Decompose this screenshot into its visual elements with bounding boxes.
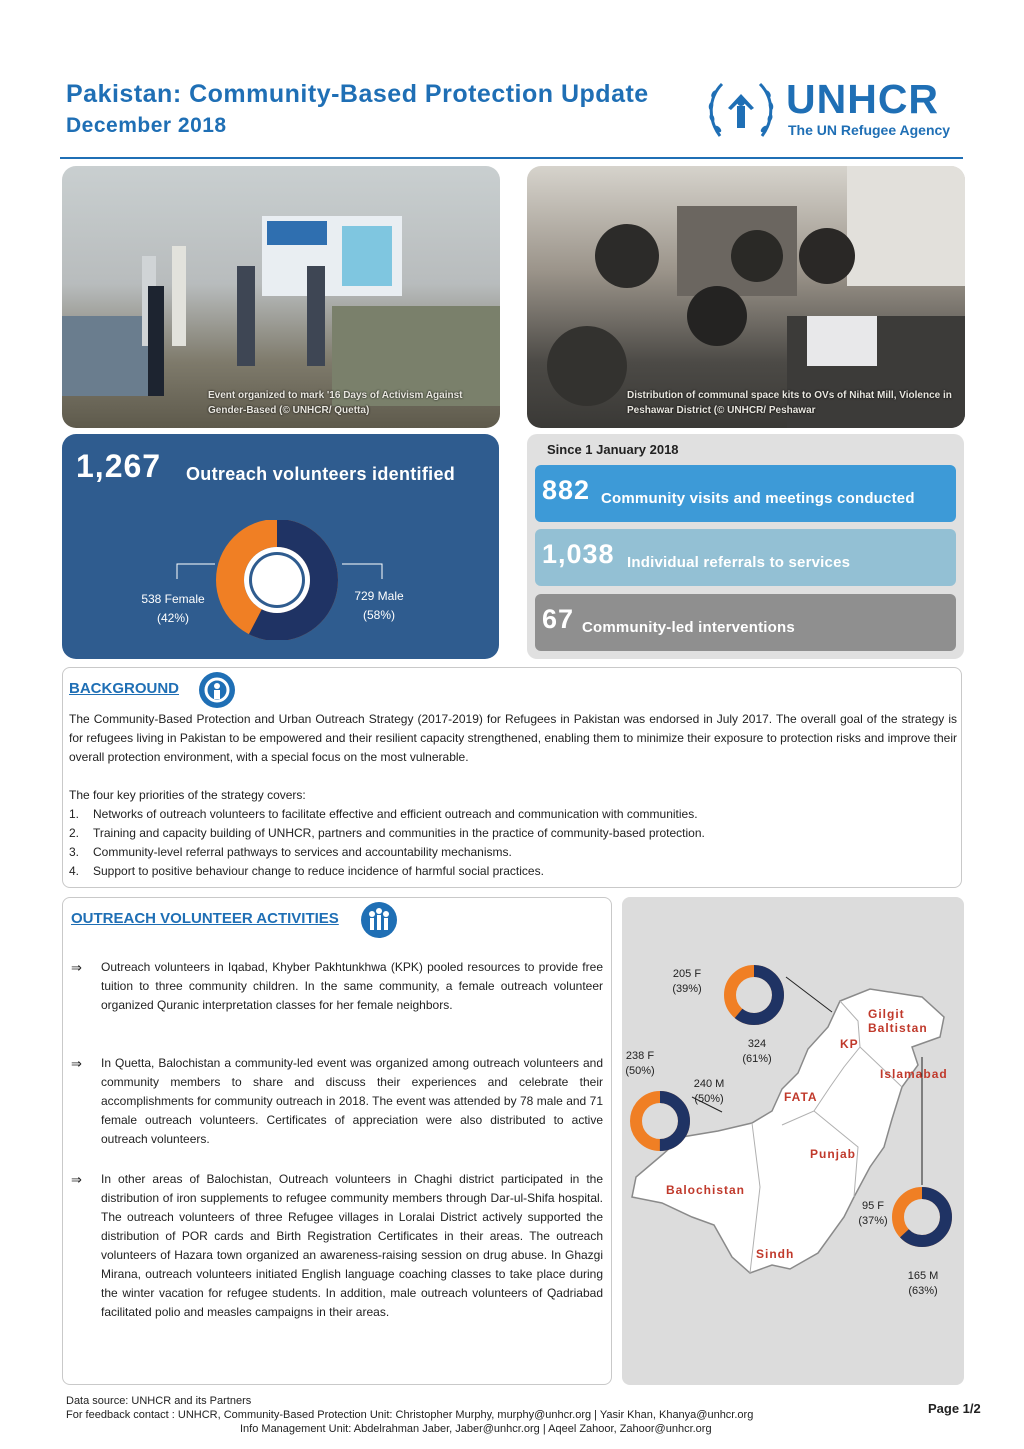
- map-female-label: 238 F (50%): [625, 1050, 655, 1077]
- map-female-label: 95 F (37%): [858, 1200, 888, 1227]
- stat-community-visits: 882 Community visits and meetings conducted: [535, 465, 956, 522]
- distribution-photo: [527, 166, 965, 428]
- laurel-icon: [706, 76, 776, 142]
- unhcr-logo: [706, 76, 966, 142]
- page-subtitle: December 2018: [66, 114, 227, 137]
- activities-section: OUTREACH VOLUNTEER ACTIVITIES ⇒ Outreach volunteers in Iqabad, Khyber Pakhtunkhwa (KPK) pooled resources to provide free tuition to three community children. In the same community, a female outreach volunteer organized Quranic interpretation classes for her female neighbors. ⇒ In Quetta, Balochistan a community-led event was organized among outreach volunteers and community members to share and discuss their experiences and celebrate their accomplishments for community outreach in 2018. The event was attended by 78 male and 71 female outreach volunteers. Certificates of appreciation were also distributed to active outreach volunteers. ⇒ In other areas of Balochistan, Outreach volunteers in Chaghi district participated in the distribution of iron supplements to refugee community members through Dar-ul-Shifa hospital. The outreach volunteers of three Refugee villages in Loralai District actively supported the distribution of POR cards and Birth Registration Certificates in their areas. The outreach volunteers of Hazara town organized an awareness-raising session on drug abuse. In Ghazgi Mirana, outreach volunteers initiated English language coaching classes to take place during the winter vacation for refugee students. In addition, male outreach volunteers of Qadriabad facilitated polio and measles campaigns in their areas.: [62, 897, 612, 1385]
- donut-leader-lines: [62, 434, 499, 659]
- volunteers-label: Outreach volunteers identified: [186, 464, 456, 484]
- arrow-icon: ⇒: [71, 1172, 82, 1187]
- background-section: [62, 667, 962, 888]
- page-title: Pakistan: Community-Based Protection Update: [66, 80, 649, 108]
- region-label: Sindh: [756, 1247, 795, 1261]
- map-male-label: 240 M (50%): [693, 1078, 725, 1105]
- page-header: [0, 0, 1024, 160]
- people-icon: [361, 902, 397, 938]
- region-label: Islamabad: [880, 1067, 948, 1081]
- arrow-icon: ⇒: [71, 1056, 82, 1071]
- footer-info-management: Info Management Unit: Abdelrahman Jaber, Jaber@unhcr.org | Aqeel Zahoor, Zahoor@unhcr.org: [240, 1423, 712, 1435]
- footer-source: Data source: UNHCR and its Partners: [66, 1395, 252, 1407]
- male-label: 729 Male (58%): [354, 589, 404, 622]
- region-label: KP: [840, 1037, 859, 1051]
- region-label: FATA: [784, 1090, 818, 1104]
- female-label: 538 Female (42%): [141, 592, 205, 625]
- map-female-label: 205 F (39%): [672, 968, 702, 995]
- priorities-intro: The four key priorities of the strategy covers:: [69, 788, 306, 802]
- volunteers-panel: [62, 434, 499, 659]
- page-number: Page 1/2: [928, 1401, 981, 1416]
- since-panel: [527, 434, 964, 659]
- footer-contact: For feedback contact : UNHCR, Community-Based Protection Unit: Christopher Murphy, murphy@unhcr.org | Yasir Khan, Khanya@unhcr.org: [66, 1409, 754, 1421]
- arrow-icon: ⇒: [71, 960, 82, 975]
- stat-referrals: 1,038 Individual referrals to services: [535, 529, 956, 586]
- volunteers-count: 1,267: [76, 448, 162, 484]
- stat-interventions: 67 Community-led interventions: [535, 594, 956, 651]
- photo-caption: Event organized to mark '16 Days of Activism Against Gender-Based (© UNHCR/ Quetta): [208, 390, 463, 416]
- donut-southeast: [898, 1193, 946, 1241]
- event-photo: [62, 166, 500, 428]
- region-label: Punjab: [810, 1147, 857, 1161]
- donut-west: [636, 1097, 684, 1145]
- background-heading: BACKGROUND: [69, 680, 179, 697]
- pakistan-map: [622, 897, 964, 1385]
- header-divider: [60, 157, 963, 159]
- since-label: Since 1 January 2018: [547, 442, 679, 457]
- map-male-label: 324 (61%): [742, 1038, 772, 1065]
- list-item: 3. Community-level referral pathways to services and accountability mechanisms.: [69, 845, 512, 859]
- protection-icon: [199, 672, 235, 708]
- footer: [66, 1394, 966, 1436]
- background-paragraph: The Community-Based Protection and Urban Outreach Strategy (2017-2019) for Refugees in Pakistan was endorsed in July 2017. The overall goal of the strategy is for refugees living in Pakistan to be empowered and their resilient capacity strengthened, enabling them to minimize their exposure to protection risks and improve their overall protection environment, with a special focus on the most vulnerable.: [69, 712, 957, 764]
- priorities-list: [69, 786, 957, 881]
- list-item: 1. Networks of outreach volunteers to facilitate effective and efficient outreach and communication with communities.: [69, 807, 698, 821]
- list-item: 4. Support to positive behaviour change to reduce incidence of harmful social practices.: [69, 864, 544, 878]
- logo-wordmark: UNHCR: [786, 76, 940, 122]
- donut-north: [730, 971, 778, 1019]
- region-label: Balochistan: [666, 1183, 746, 1197]
- logo-tagline: The UN Refugee Agency: [788, 122, 951, 138]
- region-label: Gilgit Baltistan: [868, 1007, 928, 1035]
- photo-caption: Distribution of communal space kits to OVs of Nihat Mill, Violence in Peshawar District (© UNHCR/ Peshawar: [627, 390, 952, 416]
- activities-heading: OUTREACH VOLUNTEER ACTIVITIES: [71, 910, 339, 927]
- list-item: 2. Training and capacity building of UNHCR, partners and communities in the practice of community-based protection.: [69, 826, 705, 840]
- map-male-label: 165 M (63%): [907, 1270, 939, 1297]
